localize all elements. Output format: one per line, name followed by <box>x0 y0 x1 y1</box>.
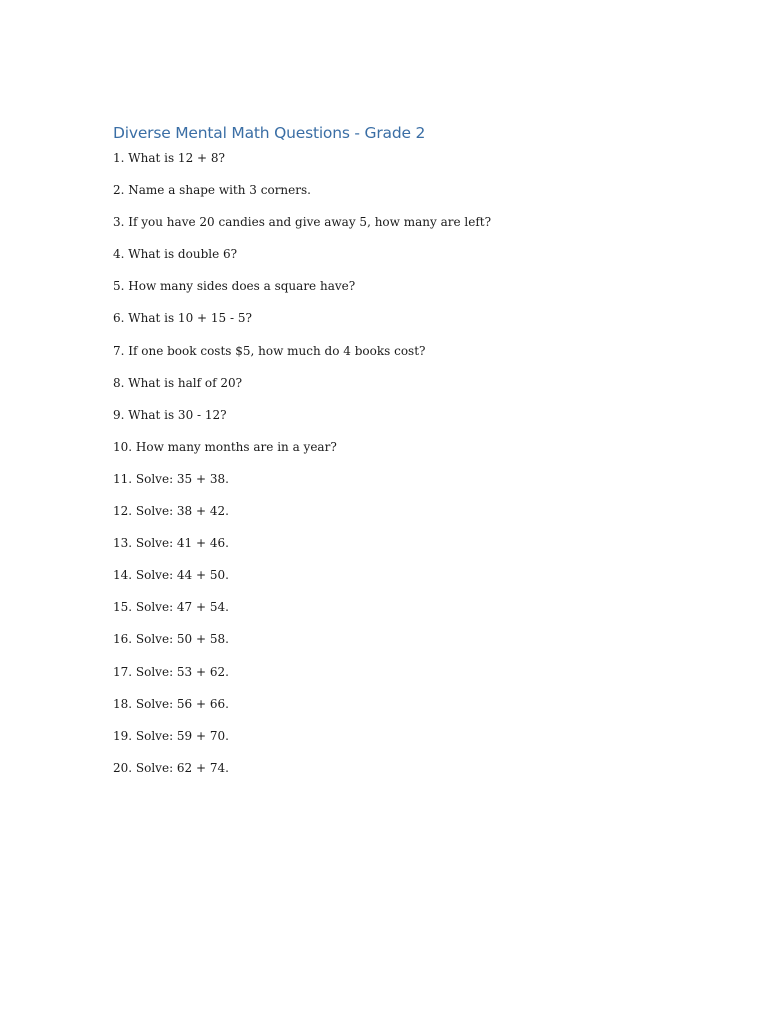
question-item: 9. What is 30 - 12? <box>113 407 227 422</box>
question-item: 12. Solve: 38 + 42. <box>113 504 229 519</box>
question-item: 17. Solve: 53 + 62. <box>113 664 229 679</box>
question-item: 16. Solve: 50 + 58. <box>113 632 229 647</box>
question-item: 15. Solve: 47 + 54. <box>113 600 229 615</box>
question-item: 10. How many months are in a year? <box>113 439 337 454</box>
question-item: 7. If one book costs $5, how much do 4 books cost? <box>113 343 426 358</box>
question-item: 8. What is half of 20? <box>113 375 243 390</box>
question-item: 14. Solve: 44 + 50. <box>113 568 229 583</box>
document-title: Diverse Mental Math Questions - Grade 2 <box>113 124 426 142</box>
question-item: 6. What is 10 + 15 - 5? <box>113 311 252 326</box>
question-item: 20. Solve: 62 + 74. <box>113 760 229 775</box>
question-item: 5. How many sides does a square have? <box>113 279 356 294</box>
question-item: 3. If you have 20 candies and give away 5, how many are left? <box>113 215 492 230</box>
question-item: 13. Solve: 41 + 46. <box>113 536 229 551</box>
question-item: 2. Name a shape with 3 corners. <box>113 183 311 198</box>
question-item: 4. What is double 6? <box>113 247 238 262</box>
question-list <box>113 148 491 790</box>
question-item: 11. Solve: 35 + 38. <box>113 471 229 486</box>
question-item: 18. Solve: 56 + 66. <box>113 696 229 711</box>
question-item: 1. What is 12 + 8? <box>113 151 225 165</box>
question-item: 19. Solve: 59 + 70. <box>113 728 229 743</box>
